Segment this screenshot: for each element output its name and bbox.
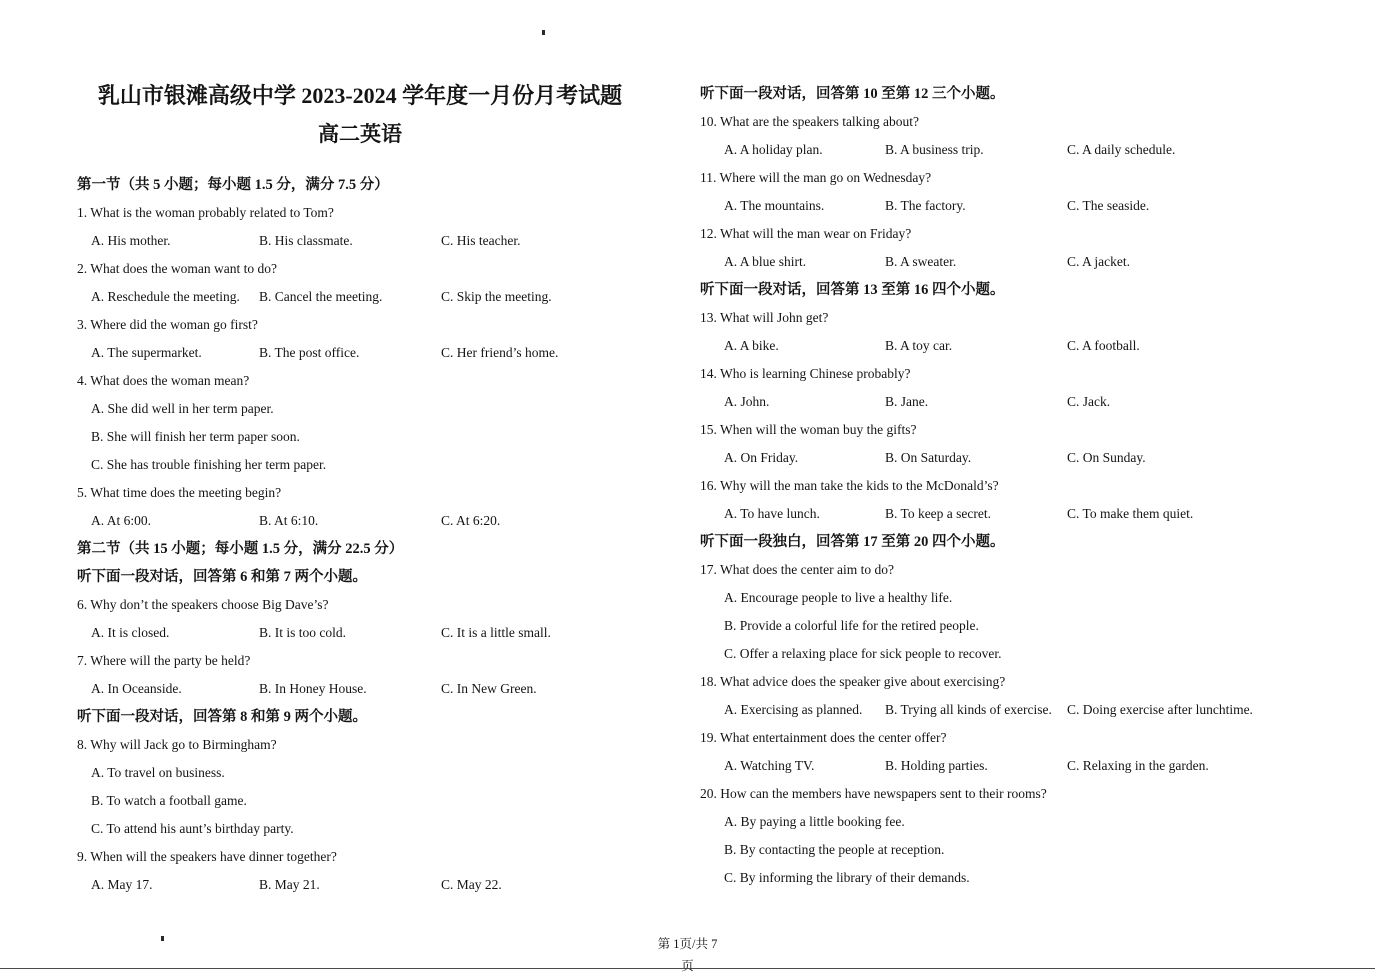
- page-number-wrapped: 页: [681, 959, 694, 973]
- option-c: C. On Sunday.: [1067, 450, 1146, 465]
- page-title: 乳山市银滩高级中学 2023-2024 学年度一月份月考试题: [97, 83, 623, 108]
- option-line: A. Encourage people to live a healthy life.: [724, 590, 953, 605]
- question-text: 10. What are the speakers talking about?: [700, 114, 920, 129]
- question-text: 15. When will the woman buy the gifts?: [700, 422, 917, 437]
- question-text: 19. What entertainment does the center offer?: [700, 730, 947, 745]
- option-a: A. May 17.: [91, 877, 153, 892]
- option-b: B. Trying all kinds of exercise.: [885, 702, 1052, 717]
- option-a: A. The supermarket.: [91, 345, 202, 360]
- question-text: 6. Why don’t the speakers choose Big Dave’s?: [77, 597, 329, 612]
- option-a: A. Exercising as planned.: [724, 702, 863, 717]
- options-row: [77, 227, 643, 255]
- question-text: 2. What does the woman want to do?: [77, 261, 277, 276]
- option-c: C. A jacket.: [1067, 254, 1130, 269]
- option-line: C. Offer a relaxing place for sick people to recover.: [724, 646, 1002, 661]
- option-c: C. Skip the meeting.: [441, 289, 552, 304]
- question-text: 8. Why will Jack go to Birmingham?: [77, 737, 277, 752]
- option-b: B. It is too cold.: [259, 625, 346, 640]
- option-b: B. A toy car.: [885, 338, 953, 353]
- option-c: C. To make them quiet.: [1067, 506, 1194, 521]
- option-line: B. To watch a football game.: [91, 793, 247, 808]
- option-line: B. By contacting the people at reception.: [724, 842, 945, 857]
- option-b: B. To keep a secret.: [885, 506, 992, 521]
- option-c: C. In New Green.: [441, 681, 537, 696]
- question-text: 14. Who is learning Chinese probably?: [700, 366, 911, 381]
- question-text: 4. What does the woman mean?: [77, 373, 250, 388]
- question-text: 13. What will John get?: [700, 310, 829, 325]
- options-row: [77, 507, 643, 535]
- right-column-lines: [700, 80, 1340, 892]
- option-c: C. A daily schedule.: [1067, 142, 1176, 157]
- option-line: A. To travel on business.: [91, 765, 225, 780]
- page-subtitle: 高二英语: [318, 122, 402, 146]
- options-row: [700, 248, 1340, 276]
- option-a: A. To have lunch.: [724, 506, 820, 521]
- options-row: [77, 871, 643, 899]
- option-c: C. A football.: [1067, 338, 1140, 353]
- option-c: C. It is a little small.: [441, 625, 551, 640]
- options-row: [700, 136, 1340, 164]
- options-row: [700, 444, 1340, 472]
- options-row: [77, 339, 643, 367]
- option-c: C. May 22.: [441, 877, 502, 892]
- options-row: [77, 619, 643, 647]
- option-line: C. By informing the library of their demands.: [724, 870, 970, 885]
- question-text: 9. When will the speakers have dinner together?: [77, 849, 337, 864]
- option-a: A. A bike.: [724, 338, 779, 353]
- option-a: A. It is closed.: [91, 625, 170, 640]
- left-column: [77, 0, 643, 899]
- question-text: 20. How can the members have newspapers sent to their rooms?: [700, 786, 1047, 801]
- listening-instruction: 听下面一段对话，回答第 10 至第 12 三个小题。: [700, 86, 1005, 102]
- question-text: 7. Where will the party be held?: [77, 653, 251, 668]
- option-b: B. Holding parties.: [885, 758, 988, 773]
- listening-instruction: 听下面一段对话，回答第 6 和第 7 两个小题。: [77, 569, 367, 585]
- option-b: B. On Saturday.: [885, 450, 972, 465]
- option-line: B. She will finish her term paper soon.: [91, 429, 300, 444]
- listening-instruction: 听下面一段对话，回答第 8 和第 9 两个小题。: [77, 709, 367, 725]
- page-number: 第 1页/共 7: [657, 937, 718, 951]
- option-b: B. Jane.: [885, 394, 929, 409]
- option-c: C. The seaside.: [1067, 198, 1150, 213]
- option-line: C. She has trouble finishing her term paper.: [91, 457, 327, 472]
- options-row: [77, 675, 643, 703]
- question-text: 5. What time does the meeting begin?: [77, 485, 282, 500]
- option-c: C. At 6:20.: [441, 513, 501, 528]
- options-row: [700, 752, 1340, 780]
- option-b: B. At 6:10.: [259, 513, 319, 528]
- option-b: B. In Honey House.: [259, 681, 367, 696]
- option-a: A. His mother.: [91, 233, 171, 248]
- left-column-lines: [77, 171, 643, 899]
- option-a: A. A holiday plan.: [724, 142, 823, 157]
- option-line: A. By paying a little booking fee.: [724, 814, 905, 829]
- section-heading: 第一节（共 5 小题；每小题 1.5 分，满分 7.5 分）: [77, 177, 389, 193]
- option-line: C. To attend his aunt’s birthday party.: [91, 821, 294, 836]
- option-b: B. A sweater.: [885, 254, 957, 269]
- question-text: 16. Why will the man take the kids to the McDonald’s?: [700, 478, 999, 493]
- option-a: A. The mountains.: [724, 198, 825, 213]
- option-c: C. Jack.: [1067, 394, 1111, 409]
- options-row: [700, 332, 1340, 360]
- option-b: B. Cancel the meeting.: [259, 289, 383, 304]
- option-b: B. May 21.: [259, 877, 320, 892]
- options-row: [700, 500, 1340, 528]
- option-c: C. Relaxing in the garden.: [1067, 758, 1209, 773]
- question-text: 1. What is the woman probably related to Tom?: [77, 205, 334, 220]
- option-a: A. In Oceanside.: [91, 681, 182, 696]
- question-text: 12. What will the man wear on Friday?: [700, 226, 912, 241]
- section-heading: 第二节（共 15 小题；每小题 1.5 分，满分 22.5 分）: [77, 541, 404, 557]
- option-b: B. His classmate.: [259, 233, 353, 248]
- listening-instruction: 听下面一段独白，回答第 17 至第 20 四个小题。: [700, 534, 1005, 550]
- question-text: 3. Where did the woman go first?: [77, 317, 258, 332]
- option-a: A. At 6:00.: [91, 513, 152, 528]
- options-row: [77, 283, 643, 311]
- option-a: A. Watching TV.: [724, 758, 815, 773]
- option-b: B. A business trip.: [885, 142, 984, 157]
- right-column: [700, 0, 1340, 892]
- option-b: B. The factory.: [885, 198, 966, 213]
- option-line: A. She did well in her term paper.: [91, 401, 274, 416]
- listening-instruction: 听下面一段对话，回答第 13 至第 16 四个小题。: [700, 282, 1005, 298]
- option-line: B. Provide a colorful life for the retired people.: [724, 618, 979, 633]
- question-text: 18. What advice does the speaker give about exercising?: [700, 674, 1006, 689]
- options-row: [700, 192, 1340, 220]
- question-text: 11. Where will the man go on Wednesday?: [700, 170, 932, 185]
- option-c: C. His teacher.: [441, 233, 521, 248]
- question-text: 17. What does the center aim to do?: [700, 562, 894, 577]
- option-a: A. A blue shirt.: [724, 254, 807, 269]
- options-row: [700, 696, 1340, 724]
- option-b: B. The post office.: [259, 345, 360, 360]
- options-row: [700, 388, 1340, 416]
- bottom-divider: [0, 968, 1375, 969]
- option-a: A. John.: [724, 394, 770, 409]
- option-a: A. On Friday.: [724, 450, 799, 465]
- option-c: C. Her friend’s home.: [441, 345, 559, 360]
- option-a: A. Reschedule the meeting.: [91, 289, 240, 304]
- option-c: C. Doing exercise after lunchtime.: [1067, 702, 1253, 717]
